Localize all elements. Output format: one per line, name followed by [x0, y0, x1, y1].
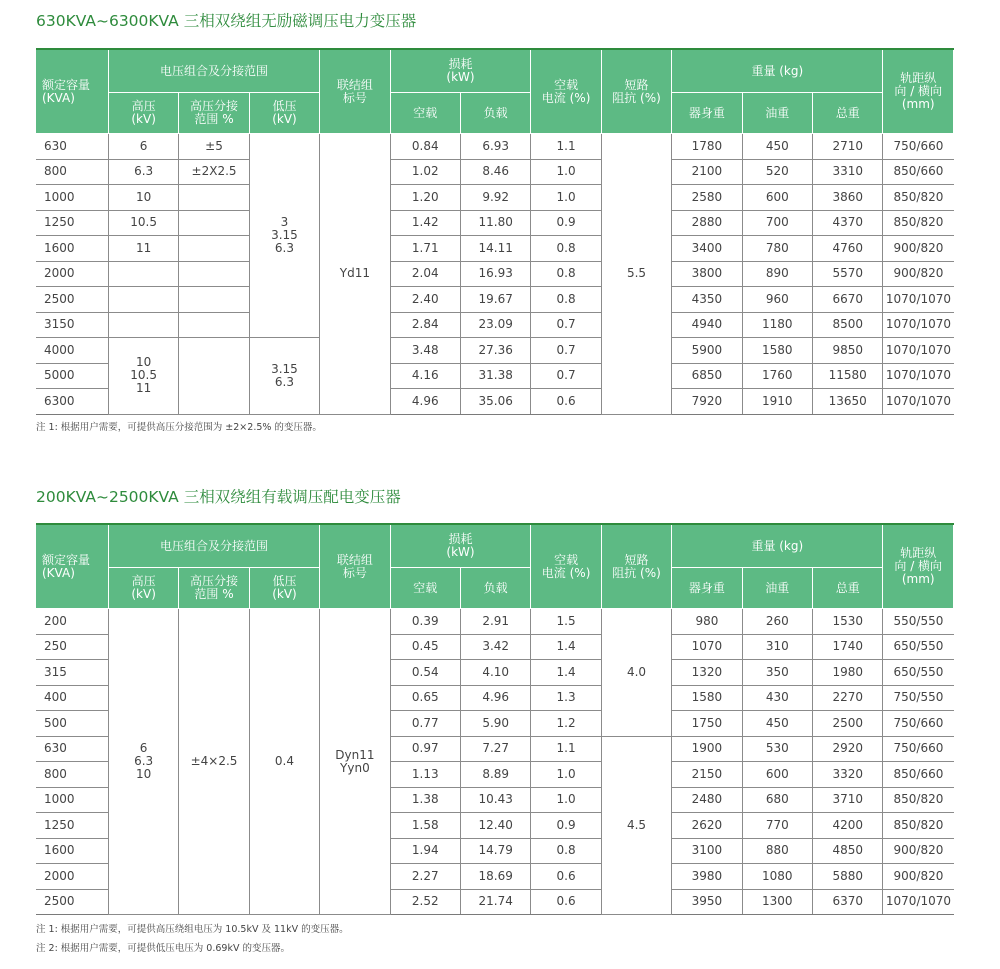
cell-no-load-current: 0.9 — [531, 813, 601, 839]
cell-no-load-current: 1.4 — [531, 660, 601, 686]
cell-rated-capacity: 400 — [36, 685, 108, 711]
cell-hv: 10.5 — [108, 210, 178, 236]
cell-load-loss: 19.67 — [460, 287, 530, 313]
table-row — [36, 338, 954, 364]
header-total-weight: 总重 — [813, 568, 883, 609]
cell-hv: 10 — [108, 185, 178, 211]
table1 — [36, 48, 954, 415]
cell-oil-weight: 450 — [742, 134, 812, 160]
cell-no-load-current: 1.5 — [531, 609, 601, 635]
cell-tap — [179, 338, 249, 415]
header-impedance: 短路 阻抗 (%) — [601, 49, 671, 134]
cell-body-weight: 2150 — [672, 762, 742, 788]
cell-no-load-current: 1.0 — [531, 159, 601, 185]
header-lv: 低压 (kV) — [249, 93, 319, 134]
cell-body-weight: 3980 — [672, 864, 742, 890]
cell-lv: 3 3.15 6.3 — [249, 134, 319, 338]
header-load: 负载 — [460, 93, 530, 134]
cell-no-load-current: 1.0 — [531, 185, 601, 211]
cell-gauge: 850/660 — [883, 159, 954, 185]
cell-total-weight: 1980 — [813, 660, 883, 686]
cell-load-loss: 8.89 — [460, 762, 530, 788]
cell-gauge: 750/660 — [883, 711, 954, 737]
cell-load-loss: 4.10 — [460, 660, 530, 686]
cell-rated-capacity: 500 — [36, 711, 108, 737]
cell-oil-weight: 310 — [742, 634, 812, 660]
cell-rated-capacity: 1600 — [36, 838, 108, 864]
cell-oil-weight: 350 — [742, 660, 812, 686]
cell-body-weight: 1070 — [672, 634, 742, 660]
cell-impedance: 5.5 — [601, 134, 671, 415]
cell-hv — [108, 312, 178, 338]
cell-no-load-loss: 0.65 — [390, 685, 460, 711]
cell-oil-weight: 890 — [742, 261, 812, 287]
cell-total-weight: 9850 — [813, 338, 883, 364]
header-rated-capacity: 额定容量 (KVA) — [36, 49, 108, 134]
cell-no-load-loss: 2.27 — [390, 864, 460, 890]
cell-impedance: 4.0 — [601, 609, 671, 737]
header-body-weight: 器身重 — [672, 93, 742, 134]
table-row — [36, 261, 954, 287]
header-oil-weight: 油重 — [742, 93, 812, 134]
cell-gauge: 650/550 — [883, 634, 954, 660]
cell-oil-weight: 450 — [742, 711, 812, 737]
cell-load-loss: 7.27 — [460, 736, 530, 762]
cell-rated-capacity: 630 — [36, 134, 108, 160]
cell-oil-weight: 680 — [742, 787, 812, 813]
table-row — [36, 287, 954, 313]
cell-connection: Yd11 — [320, 134, 390, 415]
cell-gauge: 850/820 — [883, 185, 954, 211]
cell-total-weight: 3320 — [813, 762, 883, 788]
cell-hv: 6.3 — [108, 159, 178, 185]
cell-oil-weight: 1080 — [742, 864, 812, 890]
cell-load-loss: 10.43 — [460, 787, 530, 813]
cell-total-weight: 1530 — [813, 609, 883, 635]
cell-total-weight: 2270 — [813, 685, 883, 711]
cell-no-load-current: 1.0 — [531, 787, 601, 813]
cell-load-loss: 27.36 — [460, 338, 530, 364]
cell-body-weight: 1580 — [672, 685, 742, 711]
cell-no-load-loss: 0.54 — [390, 660, 460, 686]
cell-oil-weight: 770 — [742, 813, 812, 839]
cell-gauge: 1070/1070 — [883, 889, 954, 915]
cell-no-load-current: 1.1 — [531, 736, 601, 762]
cell-oil-weight: 530 — [742, 736, 812, 762]
cell-rated-capacity: 2000 — [36, 864, 108, 890]
header-load: 负载 — [460, 568, 530, 609]
cell-hv: 11 — [108, 236, 178, 262]
table1-note: 注 1: 根据用户需要，可提供高压分接范围为 ±2×2.5% 的变压器。 — [36, 422, 322, 433]
cell-no-load-loss: 2.52 — [390, 889, 460, 915]
cell-load-loss: 8.46 — [460, 159, 530, 185]
cell-total-weight: 4370 — [813, 210, 883, 236]
header-no-load-current: 空载 电流 (%) — [531, 524, 601, 609]
cell-oil-weight: 780 — [742, 236, 812, 262]
table-row — [36, 609, 954, 635]
cell-no-load-loss: 0.97 — [390, 736, 460, 762]
cell-body-weight: 4350 — [672, 287, 742, 313]
cell-oil-weight: 880 — [742, 838, 812, 864]
cell-no-load-loss: 0.77 — [390, 711, 460, 737]
cell-hv: 6 — [108, 134, 178, 160]
header-weight: 重量 (kg) — [672, 524, 883, 568]
cell-total-weight: 3860 — [813, 185, 883, 211]
table-row — [36, 236, 954, 262]
table2-body — [36, 609, 954, 915]
cell-oil-weight: 600 — [742, 185, 812, 211]
cell-rated-capacity: 4000 — [36, 338, 108, 364]
header-gauge: 轨距纵 向 / 横向 (mm) — [883, 49, 954, 134]
cell-oil-weight: 1760 — [742, 363, 812, 389]
cell-no-load-loss: 0.39 — [390, 609, 460, 635]
header-loss: 损耗 (kW) — [390, 524, 531, 568]
cell-hv: 6 6.3 10 — [108, 609, 178, 915]
cell-no-load-current: 1.2 — [531, 711, 601, 737]
cell-impedance: 4.5 — [601, 736, 671, 915]
cell-gauge: 900/820 — [883, 236, 954, 262]
header-weight: 重量 (kg) — [672, 49, 883, 93]
header-impedance: 短路 阻抗 (%) — [601, 524, 671, 609]
cell-no-load-loss: 1.38 — [390, 787, 460, 813]
cell-total-weight: 2500 — [813, 711, 883, 737]
cell-oil-weight: 260 — [742, 609, 812, 635]
cell-body-weight: 1750 — [672, 711, 742, 737]
cell-body-weight: 6850 — [672, 363, 742, 389]
cell-body-weight: 1780 — [672, 134, 742, 160]
header-hv: 高压 (kV) — [108, 568, 178, 609]
cell-rated-capacity: 630 — [36, 736, 108, 762]
cell-load-loss: 12.40 — [460, 813, 530, 839]
header-voltage-group: 电压组合及分接范围 — [108, 524, 319, 568]
header-no-load: 空载 — [390, 568, 460, 609]
header-tap: 高压分接 范围 % — [179, 93, 249, 134]
cell-no-load-current: 0.9 — [531, 210, 601, 236]
cell-gauge: 650/550 — [883, 660, 954, 686]
cell-load-loss: 6.93 — [460, 134, 530, 160]
cell-oil-weight: 430 — [742, 685, 812, 711]
cell-total-weight: 6670 — [813, 287, 883, 313]
header-connection: 联结组 标号 — [320, 524, 390, 609]
header-hv: 高压 (kV) — [108, 93, 178, 134]
cell-gauge: 900/820 — [883, 838, 954, 864]
cell-total-weight: 2710 — [813, 134, 883, 160]
cell-rated-capacity: 2500 — [36, 889, 108, 915]
header-lv: 低压 (kV) — [249, 568, 319, 609]
cell-hv — [108, 287, 178, 313]
cell-no-load-loss: 1.02 — [390, 159, 460, 185]
cell-load-loss: 18.69 — [460, 864, 530, 890]
cell-rated-capacity: 5000 — [36, 363, 108, 389]
cell-no-load-current: 0.6 — [531, 389, 601, 415]
cell-lv: 3.15 6.3 — [249, 338, 319, 415]
cell-load-loss: 2.91 — [460, 609, 530, 635]
cell-gauge: 1070/1070 — [883, 338, 954, 364]
cell-body-weight: 7920 — [672, 389, 742, 415]
cell-no-load-current: 0.7 — [531, 312, 601, 338]
cell-no-load-loss: 0.84 — [390, 134, 460, 160]
cell-load-loss: 5.90 — [460, 711, 530, 737]
cell-body-weight: 2100 — [672, 159, 742, 185]
cell-tap — [179, 185, 249, 211]
cell-load-loss: 16.93 — [460, 261, 530, 287]
header-gauge: 轨距纵 向 / 横向 (mm) — [883, 524, 954, 609]
cell-no-load-current: 0.6 — [531, 889, 601, 915]
cell-no-load-current: 0.8 — [531, 287, 601, 313]
cell-rated-capacity: 315 — [36, 660, 108, 686]
cell-load-loss: 11.80 — [460, 210, 530, 236]
cell-load-loss: 23.09 — [460, 312, 530, 338]
cell-oil-weight: 1300 — [742, 889, 812, 915]
cell-gauge: 750/550 — [883, 685, 954, 711]
cell-gauge: 1070/1070 — [883, 312, 954, 338]
cell-gauge: 750/660 — [883, 134, 954, 160]
header-total-weight: 总重 — [813, 93, 883, 134]
cell-total-weight: 5880 — [813, 864, 883, 890]
cell-body-weight: 2580 — [672, 185, 742, 211]
cell-oil-weight: 600 — [742, 762, 812, 788]
cell-no-load-current: 1.3 — [531, 685, 601, 711]
cell-oil-weight: 1910 — [742, 389, 812, 415]
table-row — [36, 312, 954, 338]
table2 — [36, 523, 954, 915]
cell-gauge: 850/660 — [883, 762, 954, 788]
cell-load-loss: 35.06 — [460, 389, 530, 415]
cell-rated-capacity: 2000 — [36, 261, 108, 287]
cell-load-loss: 9.92 — [460, 185, 530, 211]
table2-title: 200KVA~2500KVA 三相双绕组有载调压配电变压器 — [36, 488, 401, 506]
cell-no-load-loss: 3.48 — [390, 338, 460, 364]
cell-tap — [179, 210, 249, 236]
cell-no-load-current: 0.8 — [531, 261, 601, 287]
cell-body-weight: 5900 — [672, 338, 742, 364]
cell-body-weight: 2620 — [672, 813, 742, 839]
cell-body-weight: 980 — [672, 609, 742, 635]
cell-gauge: 550/550 — [883, 609, 954, 635]
cell-no-load-loss: 1.58 — [390, 813, 460, 839]
cell-tap: ±5 — [179, 134, 249, 160]
cell-total-weight: 4760 — [813, 236, 883, 262]
cell-no-load-loss: 4.16 — [390, 363, 460, 389]
table1-body — [36, 134, 954, 415]
cell-load-loss: 31.38 — [460, 363, 530, 389]
cell-total-weight: 4200 — [813, 813, 883, 839]
header-body-weight: 器身重 — [672, 568, 742, 609]
cell-rated-capacity: 3150 — [36, 312, 108, 338]
cell-no-load-current: 0.8 — [531, 838, 601, 864]
cell-gauge: 1070/1070 — [883, 363, 954, 389]
cell-rated-capacity: 1250 — [36, 813, 108, 839]
cell-no-load-current: 0.7 — [531, 338, 601, 364]
cell-no-load-current: 0.8 — [531, 236, 601, 262]
cell-no-load-loss: 1.71 — [390, 236, 460, 262]
cell-total-weight: 13650 — [813, 389, 883, 415]
cell-body-weight: 1320 — [672, 660, 742, 686]
cell-gauge: 750/660 — [883, 736, 954, 762]
table1-title: 630KVA~6300KVA 三相双绕组无励磁调压电力变压器 — [36, 12, 417, 30]
cell-no-load-loss: 4.96 — [390, 389, 460, 415]
cell-body-weight: 2880 — [672, 210, 742, 236]
cell-gauge: 1070/1070 — [883, 287, 954, 313]
cell-no-load-loss: 2.40 — [390, 287, 460, 313]
cell-oil-weight: 1580 — [742, 338, 812, 364]
cell-load-loss: 14.11 — [460, 236, 530, 262]
cell-gauge: 900/820 — [883, 261, 954, 287]
cell-total-weight: 11580 — [813, 363, 883, 389]
cell-tap — [179, 236, 249, 262]
cell-rated-capacity: 2500 — [36, 287, 108, 313]
table2-note-1: 注 1: 根据用户需要，可提供高压绕组电压为 10.5kV 及 11kV 的变压器。 — [36, 924, 349, 935]
cell-no-load-loss: 1.94 — [390, 838, 460, 864]
header-oil-weight: 油重 — [742, 568, 812, 609]
cell-no-load-loss: 1.42 — [390, 210, 460, 236]
cell-total-weight: 4850 — [813, 838, 883, 864]
cell-body-weight: 1900 — [672, 736, 742, 762]
cell-rated-capacity: 800 — [36, 762, 108, 788]
cell-rated-capacity: 1600 — [36, 236, 108, 262]
cell-rated-capacity: 1000 — [36, 185, 108, 211]
cell-total-weight: 3310 — [813, 159, 883, 185]
cell-total-weight: 6370 — [813, 889, 883, 915]
cell-no-load-loss: 2.04 — [390, 261, 460, 287]
cell-total-weight: 2920 — [813, 736, 883, 762]
header-no-load-current: 空载 电流 (%) — [531, 49, 601, 134]
table-row — [36, 210, 954, 236]
header-rated-capacity: 额定容量 (KVA) — [36, 524, 108, 609]
cell-no-load-current: 0.7 — [531, 363, 601, 389]
table-row — [36, 159, 954, 185]
cell-gauge: 850/820 — [883, 787, 954, 813]
cell-load-loss: 3.42 — [460, 634, 530, 660]
cell-load-loss: 4.96 — [460, 685, 530, 711]
cell-gauge: 850/820 — [883, 813, 954, 839]
cell-no-load-current: 1.4 — [531, 634, 601, 660]
header-no-load: 空载 — [390, 93, 460, 134]
cell-body-weight: 4940 — [672, 312, 742, 338]
cell-total-weight: 1740 — [813, 634, 883, 660]
table-row — [36, 134, 954, 160]
cell-rated-capacity: 1250 — [36, 210, 108, 236]
table2-note-2: 注 2: 根据用户需要，可提供低压电压为 0.69kV 的变压器。 — [36, 943, 290, 954]
cell-rated-capacity: 200 — [36, 609, 108, 635]
cell-no-load-loss: 0.45 — [390, 634, 460, 660]
header-tap: 高压分接 范围 % — [179, 568, 249, 609]
cell-hv — [108, 261, 178, 287]
cell-rated-capacity: 800 — [36, 159, 108, 185]
cell-rated-capacity: 250 — [36, 634, 108, 660]
cell-hv: 10 10.5 11 — [108, 338, 178, 415]
cell-tap — [179, 261, 249, 287]
cell-oil-weight: 520 — [742, 159, 812, 185]
cell-oil-weight: 700 — [742, 210, 812, 236]
cell-body-weight: 3100 — [672, 838, 742, 864]
table-row — [36, 185, 954, 211]
cell-connection: Dyn11 Yyn0 — [320, 609, 390, 915]
cell-no-load-current: 1.0 — [531, 762, 601, 788]
cell-gauge: 1070/1070 — [883, 389, 954, 415]
cell-load-loss: 21.74 — [460, 889, 530, 915]
cell-oil-weight: 960 — [742, 287, 812, 313]
header-voltage-group: 电压组合及分接范围 — [108, 49, 319, 93]
cell-tap: ±4×2.5 — [179, 609, 249, 915]
cell-tap — [179, 312, 249, 338]
cell-body-weight: 3400 — [672, 236, 742, 262]
cell-total-weight: 5570 — [813, 261, 883, 287]
cell-total-weight: 3710 — [813, 787, 883, 813]
cell-body-weight: 3950 — [672, 889, 742, 915]
cell-no-load-current: 1.1 — [531, 134, 601, 160]
header-connection: 联结组 标号 — [320, 49, 390, 134]
cell-rated-capacity: 1000 — [36, 787, 108, 813]
cell-tap: ±2X2.5 — [179, 159, 249, 185]
cell-gauge: 850/820 — [883, 210, 954, 236]
header-loss: 损耗 (kW) — [390, 49, 531, 93]
cell-body-weight: 2480 — [672, 787, 742, 813]
cell-total-weight: 8500 — [813, 312, 883, 338]
cell-rated-capacity: 6300 — [36, 389, 108, 415]
cell-tap — [179, 287, 249, 313]
cell-no-load-loss: 1.13 — [390, 762, 460, 788]
cell-no-load-loss: 1.20 — [390, 185, 460, 211]
cell-load-loss: 14.79 — [460, 838, 530, 864]
cell-gauge: 900/820 — [883, 864, 954, 890]
cell-oil-weight: 1180 — [742, 312, 812, 338]
cell-no-load-loss: 2.84 — [390, 312, 460, 338]
cell-no-load-current: 0.6 — [531, 864, 601, 890]
cell-lv: 0.4 — [249, 609, 319, 915]
cell-body-weight: 3800 — [672, 261, 742, 287]
